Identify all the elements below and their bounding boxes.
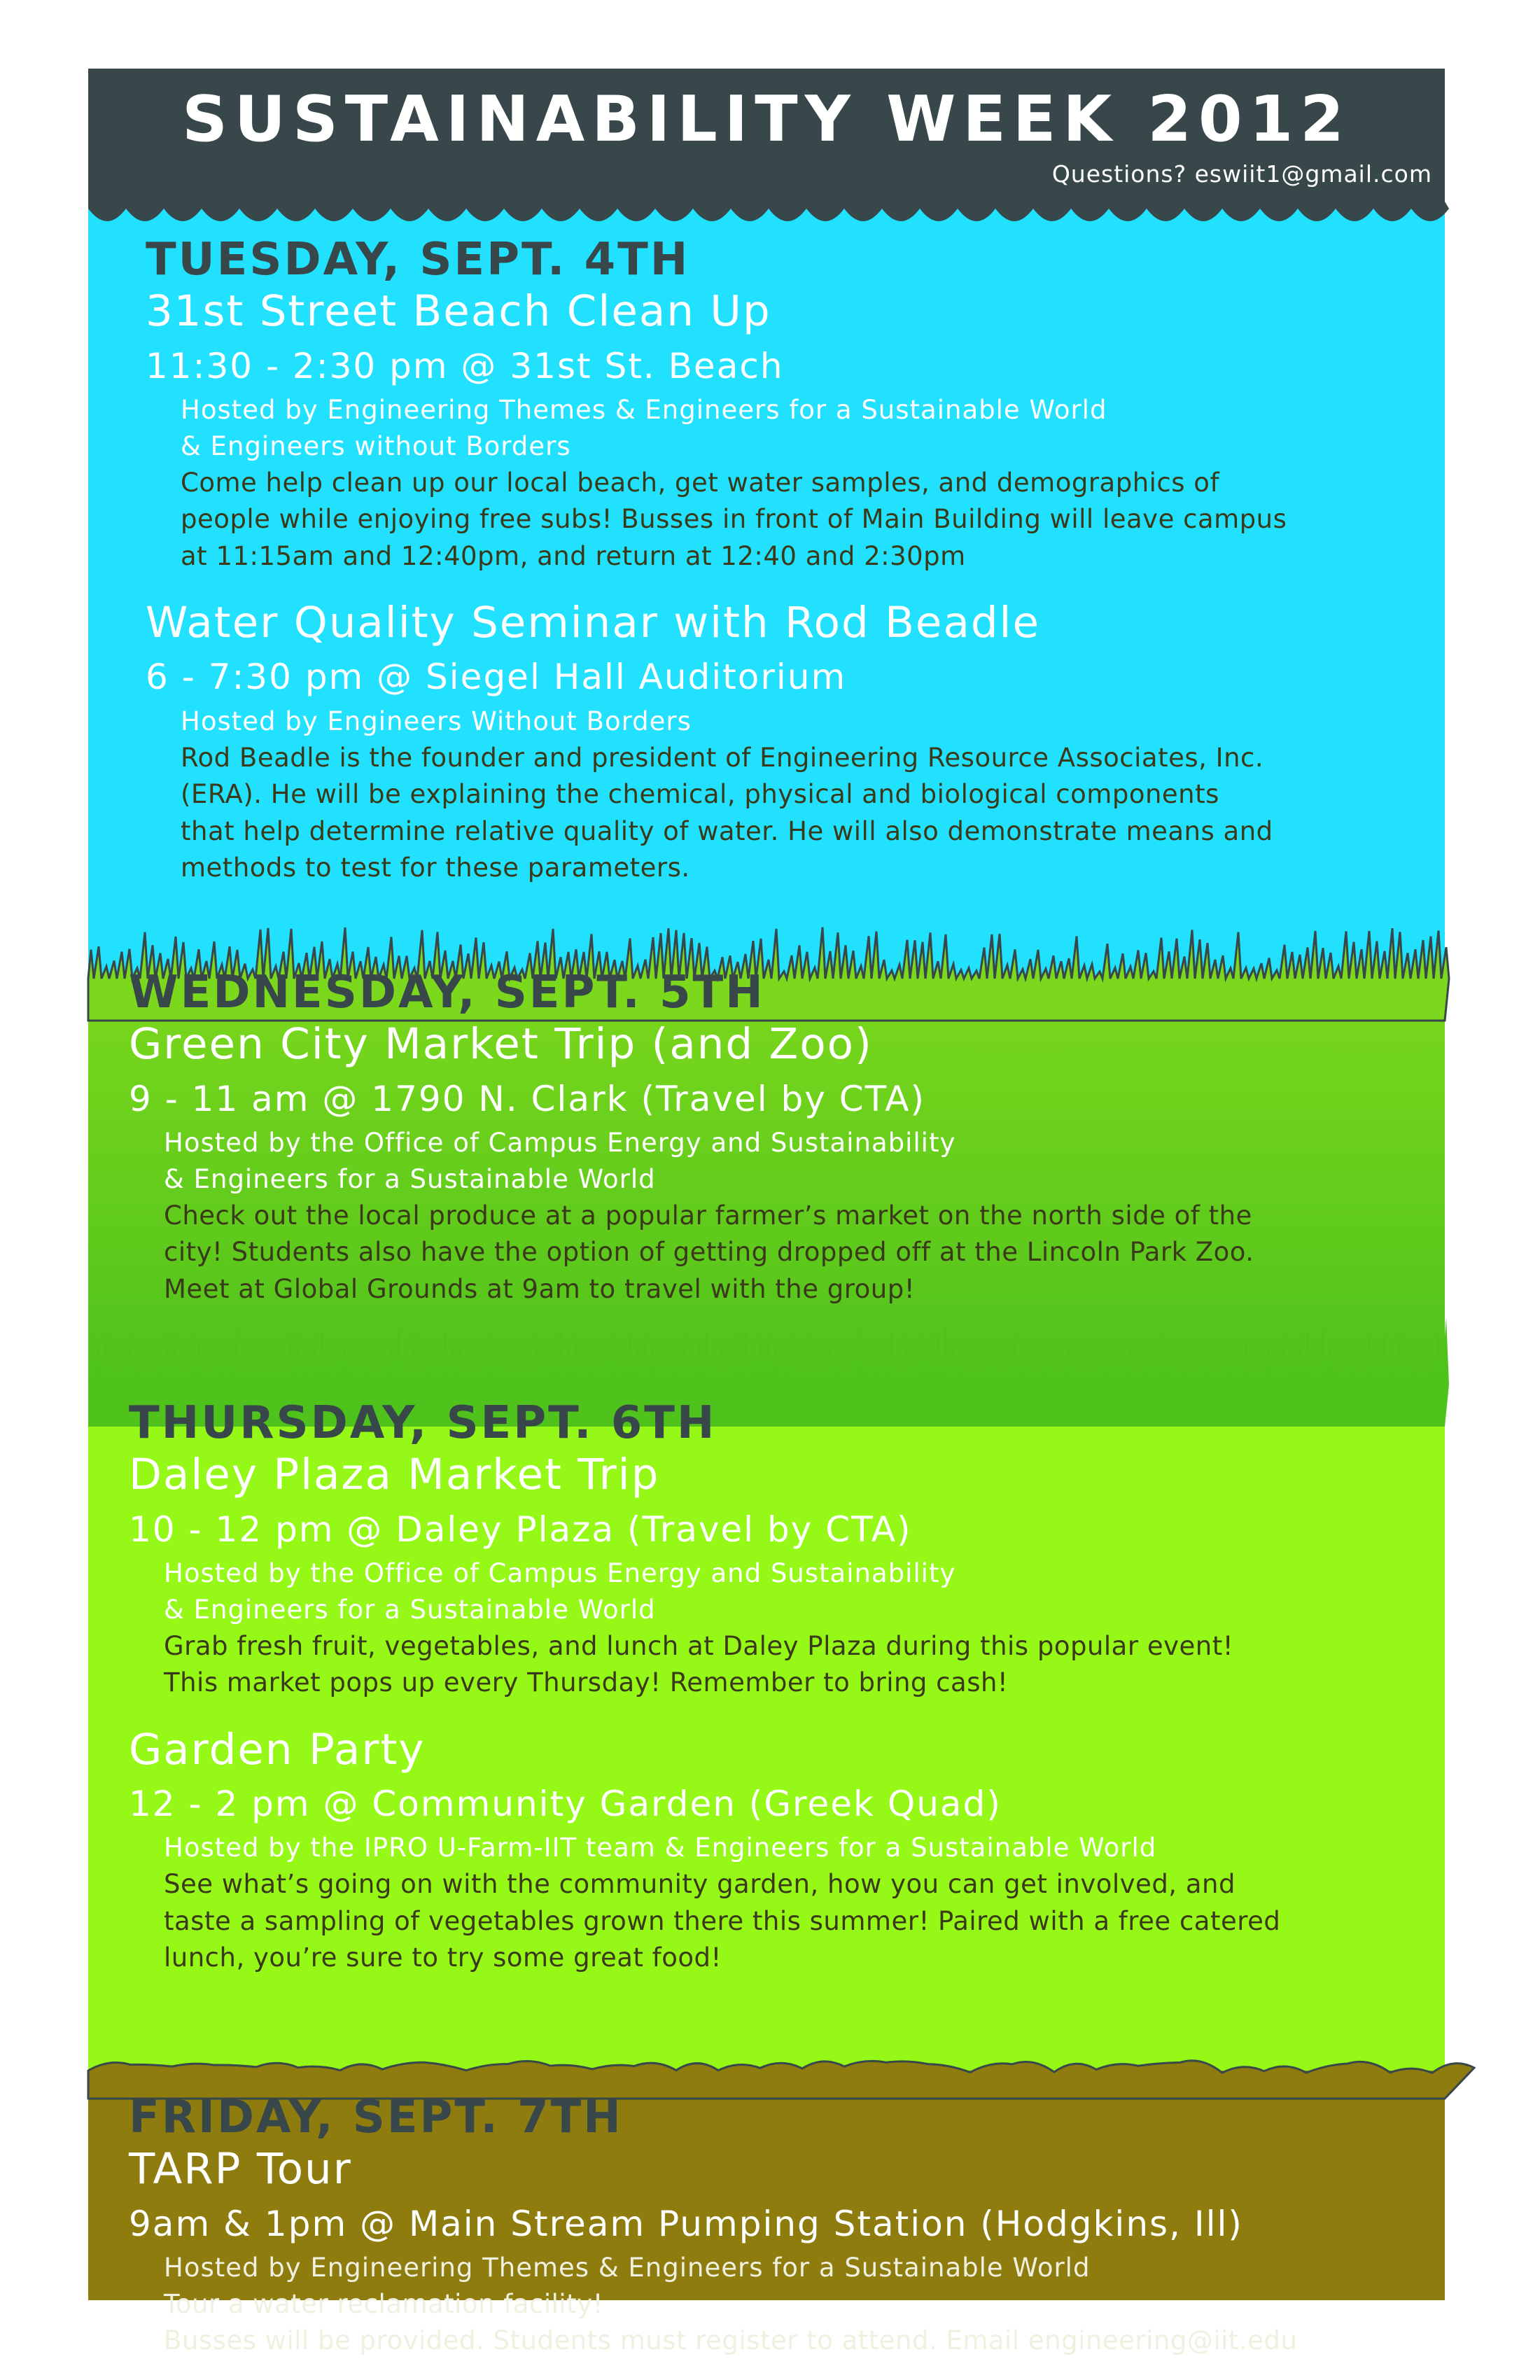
event-title: Garden Party: [129, 1724, 426, 1774]
event-title: Daley Plaza Market Trip: [129, 1450, 660, 1500]
event-time-location: 9 - 11 am @ 1790 N. Clark (Travel by CTA): [129, 1078, 926, 1119]
event-time-location: 12 - 2 pm @ Community Garden (Greek Quad): [129, 1783, 1002, 1824]
event-desc-line: Grab fresh fruit, vegetables, and lunch at Daley Plaza during this popular event!: [164, 1630, 1234, 1661]
event-host-line: & Engineers for a Sustainable World: [164, 1163, 656, 1194]
event-garden-party: [129, 1726, 1485, 1977]
event-title: Water Quality Seminar with Rod Beadle: [146, 598, 1041, 648]
event-host-line: & Engineers without Borders: [181, 430, 571, 461]
day-heading: TUESDAY, SEPT. 4TH: [146, 234, 690, 286]
event-desc-line: city! Students also have the option of getting dropped off at the Lincoln Park Zoo.: [164, 1237, 1254, 1268]
event-desc-line: Tour a water reclamation facility!: [164, 2288, 603, 2319]
day-tuesday: [146, 235, 1502, 887]
event-water-quality-seminar: [146, 598, 1502, 887]
event-description: [181, 740, 1502, 887]
event-daley-plaza-market: [129, 1450, 1485, 1701]
event-title: Green City Market Trip (and Zoo): [129, 1019, 873, 1070]
event-host: [181, 704, 1502, 740]
day-wednesday: [129, 968, 1485, 1308]
event-host-line: & Engineers for a Sustainable World: [164, 1594, 656, 1625]
event-desc-line: Come help clean up our local beach, get water samples, and demographics of: [181, 467, 1219, 498]
event-desc-line: methods to test for these parameters.: [181, 853, 690, 883]
event-desc-line: Meet at Global Grounds at 9am to travel with the group!: [164, 1273, 916, 1304]
event-time-location: 9am & 1pm @ Main Stream Pumping Station (Hodgkins, Ill): [129, 2203, 1243, 2244]
event-description: [164, 1198, 1485, 1308]
day-heading: THURSDAY, SEPT. 6TH: [129, 1397, 717, 1449]
event-desc-line: Rod Beadle is the founder and president of Engineering Resource Associates, Inc.: [181, 742, 1264, 773]
event-tarp-tour: [129, 2145, 1485, 2360]
event-desc-line: Busses will be provided. Students must register to attend. Email engineering@iit.edu: [164, 2325, 1298, 2356]
event-host: [164, 1125, 1485, 1198]
poster: [88, 69, 1445, 2356]
scallop-edge-shape: [88, 202, 1449, 221]
event-host-line: Hosted by the Office of Campus Energy and Sustainability: [164, 1128, 956, 1158]
event-description: [164, 1628, 1485, 1702]
event-title: TARP Tour: [129, 2144, 352, 2194]
event-host: [164, 1555, 1485, 1628]
event-host-line: Hosted by Engineering Themes & Engineers for a Sustainable World: [164, 2253, 1091, 2283]
event-host-line: Hosted by Engineers Without Borders: [181, 706, 692, 736]
event-host: [164, 2250, 1485, 2286]
event-host: [181, 392, 1502, 465]
contact-email: Questions? eswiit1@gmail.com: [1051, 160, 1432, 188]
page-title: SUSTAINABILITY WEEK 2012: [182, 83, 1351, 156]
event-desc-line: This market pops up every Thursday! Remember to bring cash!: [164, 1667, 1009, 1698]
scalloped-edge-decoration: [88, 202, 1449, 221]
event-desc-line: lunch, you’re sure to try some great food!: [164, 1942, 722, 1973]
event-desc-line: that help determine relative quality of water. He will also demonstrate means and: [181, 816, 1273, 846]
event-desc-line: at 11:15am and 12:40pm, and return at 12:40 and 2:30pm: [181, 540, 966, 571]
event-host-line: Hosted by Engineering Themes & Engineers for a Sustainable World: [181, 395, 1107, 426]
event-desc-line: See what’s going on with the community garden, how you can get involved, and: [164, 1869, 1236, 1900]
event-host: [164, 1830, 1485, 1866]
event-desc-line: taste a sampling of vegetables grown there this summer! Paired with a free catered: [164, 1905, 1281, 1936]
event-host-line: Hosted by the Office of Campus Energy and Sustainability: [164, 1558, 956, 1589]
event-time-location: 11:30 - 2:30 pm @ 31st St. Beach: [146, 345, 784, 386]
day-thursday: [129, 1399, 1485, 1977]
day-friday: [129, 2093, 1485, 2360]
day-heading: FRIDAY, SEPT. 7TH: [129, 2092, 623, 2143]
event-desc-line: Check out the local produce at a popular farmer’s market on the north side of the: [164, 1200, 1252, 1231]
event-title: 31st Street Beach Clean Up: [146, 286, 771, 337]
event-description: [181, 465, 1502, 575]
event-time-location: 10 - 12 pm @ Daley Plaza (Travel by CTA): [129, 1508, 912, 1550]
event-green-city-market: [129, 1020, 1485, 1308]
event-desc-line: (ERA). He will be explaining the chemical, physical and biological components: [181, 779, 1219, 810]
day-heading: WEDNESDAY, SEPT. 5TH: [129, 967, 765, 1018]
event-description: [164, 2286, 1485, 2360]
event-description: [164, 1866, 1485, 1977]
event-desc-line: people while enjoying free subs! Busses in front of Main Building will leave campus: [181, 504, 1287, 535]
event-host-line: Hosted by the IPRO U-Farm-IIT team & Engineers for a Sustainable World: [164, 1833, 1157, 1863]
event-beach-clean-up: [146, 287, 1502, 575]
event-time-location: 6 - 7:30 pm @ Siegel Hall Auditorium: [146, 657, 847, 698]
